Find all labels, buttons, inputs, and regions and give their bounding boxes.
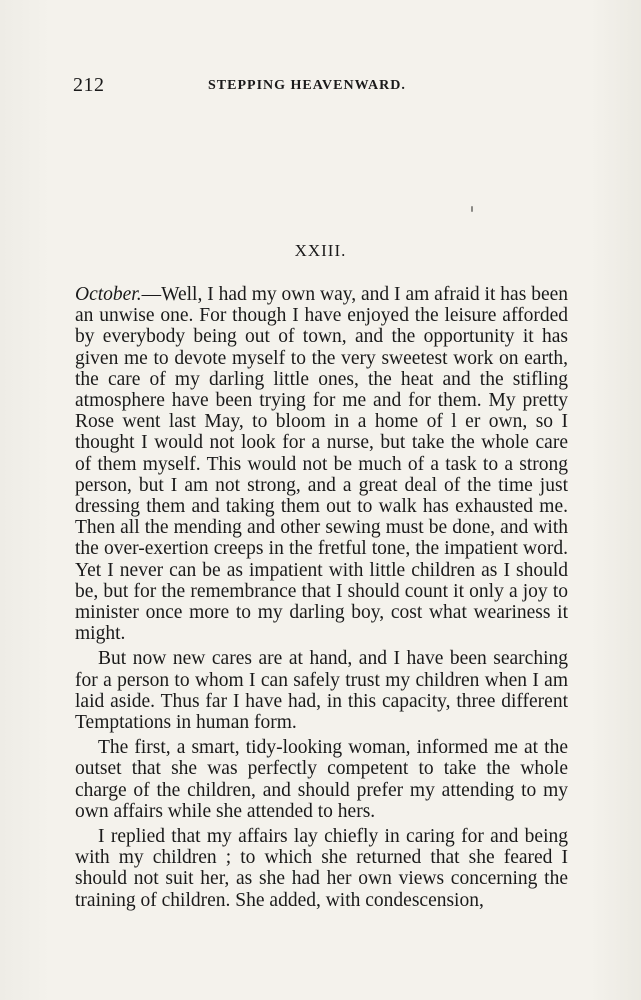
page-number: 212	[73, 74, 105, 96]
paragraph: But now new cares are at hand, and I have been searching for a person to whom I can safely trust my children when I am laid aside. Thus far I have had, in this capacity, three different Temptations in human form.	[75, 648, 568, 734]
paragraph: I replied that my affairs lay chiefly in caring for and being with my children ; to which she returned that she feared I should not suit her, as she had her own views concerning the training of children. She added, with condescension,	[75, 826, 568, 911]
chapter-heading: XXIII.	[294, 241, 347, 260]
paragraph-text: —Well, I had my own way, and I am afraid it has been an unwise one. For though I have enjoyed the leisure afforded by everybody being out of town, and the opportunity it has given me to devote myself to the very sweetest work on earth, the care of my darling little ones, the heat and the stifling atmosphere have been trying for me and for them. My pretty Rose went last May, to bloom in a home of l er own, so I thought I would not look for a nurse, but take the whole care of them myself. This would not be much of a task to a strong person, but I am not strong, and a great deal of the time just dressing them and taking them out to walk has exhausted me. Then all the mending and other sewing must be done, and with the over-exertion creeps in the fretful tone, the impatient word. Yet I never can be as impatient with little children as I should be, but for the remembrance that I should count it only a joy to minister once more to my darling boy, cost what weariness it might.	[75, 284, 568, 645]
paragraph	[75, 284, 568, 644]
body-text	[75, 284, 568, 911]
paper-speck	[471, 206, 473, 212]
running-title: STEPPING HEAVENWARD.	[208, 78, 406, 93]
running-head	[73, 74, 575, 104]
date-lead: October.	[75, 284, 142, 305]
paragraph: The first, a smart, tidy-looking woman, informed me at the outset that she was perfectly competent to take the whole charge of the children, and should prefer my attending to my own affairs while she attended to hers.	[75, 737, 568, 822]
